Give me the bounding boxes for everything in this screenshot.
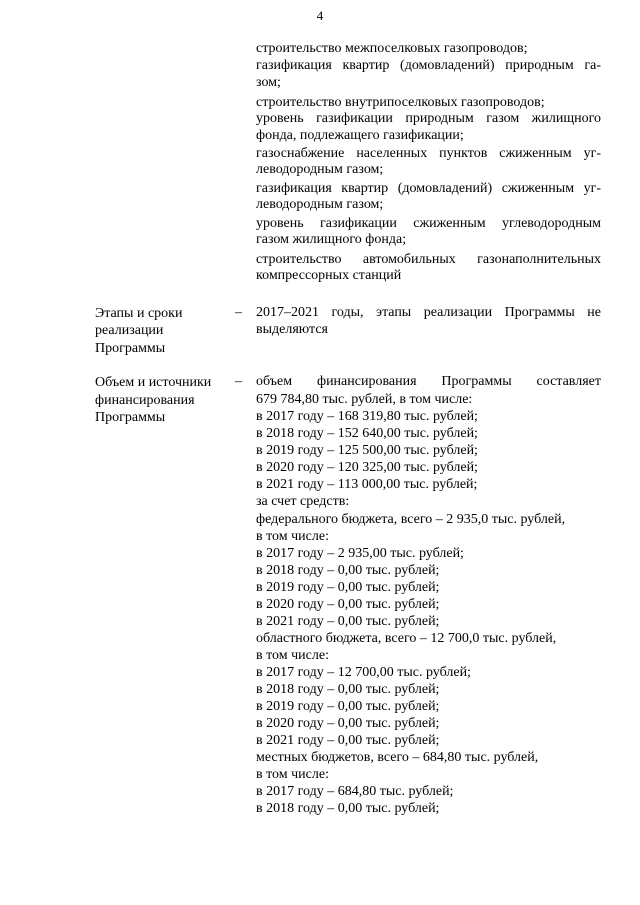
financing-value-line: в 2020 году – 0,00 тыс. рублей; [256, 716, 440, 731]
financing-value-line: в 2017 году – 168 319,80 тыс. рублей; [256, 409, 478, 424]
list-item: фонда, подлежащего газификации; [256, 128, 464, 143]
financing-label-line: финансирования [95, 393, 195, 408]
financing-value-line: федерального бюджета, всего – 2 935,0 тыс. рублей, [256, 512, 566, 527]
list-item: уровень газификации природным газом жилищного [256, 111, 601, 126]
financing-value-line: местных бюджетов, всего – 684,80 тыс. рублей, [256, 750, 539, 765]
financing-dash: – [235, 374, 242, 389]
financing-value-line: в том числе: [256, 767, 329, 782]
financing-value-line: областного бюджета, всего – 12 700,0 тыс. рублей, [256, 631, 557, 646]
financing-value-line: в 2017 году – 684,80 тыс. рублей; [256, 784, 454, 799]
financing-value-line: в 2021 году – 113 000,00 тыс. рублей; [256, 477, 478, 492]
financing-value-line: в 2020 году – 120 325,00 тыс. рублей; [256, 460, 478, 475]
financing-value-line: в 2017 году – 2 935,00 тыс. рублей; [256, 546, 464, 561]
financing-value-line: в 2019 году – 0,00 тыс. рублей; [256, 699, 440, 714]
list-item: леводородным газом; [256, 162, 384, 177]
financing-value-line: 679 784,80 тыс. рублей, в том числе: [256, 392, 473, 407]
page-number: 4 [316, 8, 324, 23]
stages-value-line: 2017–2021 годы, этапы реализации Программы не [256, 305, 601, 320]
list-item: зом; [256, 75, 281, 90]
list-item: строительство внутрипоселковых газопроводов; [256, 95, 545, 110]
financing-label-line: Объем и источники [95, 375, 212, 390]
financing-label-line: Программы [95, 410, 166, 425]
financing-value-line: в 2019 году – 125 500,00 тыс. рублей; [256, 443, 478, 458]
stages-label-line: Программы [95, 341, 166, 356]
financing-value-line: в 2020 году – 0,00 тыс. рублей; [256, 597, 440, 612]
list-item: компрессорных станций [256, 268, 402, 283]
stages-value-line: выделяются [256, 322, 328, 337]
financing-value-line: в 2019 году – 0,00 тыс. рублей; [256, 580, 440, 595]
stages-dash: – [235, 305, 242, 320]
list-item: газификация квартир (домовладений) природным га- [256, 58, 601, 73]
financing-value-line: в том числе: [256, 648, 329, 663]
list-item: газом жилищного фонда; [256, 232, 407, 247]
financing-value-line: в 2018 году – 0,00 тыс. рублей; [256, 563, 440, 578]
list-item: уровень газификации сжиженным углеводородным [256, 216, 601, 231]
list-item: строительство автомобильных газонаполнительных [256, 252, 601, 267]
stages-label-line: Этапы и сроки [95, 306, 183, 321]
stages-label-line: реализации [95, 323, 164, 338]
financing-value-line: в 2018 году – 0,00 тыс. рублей; [256, 801, 440, 816]
list-item: строительство межпоселковых газопроводов; [256, 41, 528, 56]
financing-value-line: за счет средств: [256, 494, 350, 509]
financing-value-line: в 2017 году – 12 700,00 тыс. рублей; [256, 665, 471, 680]
financing-value-line: в 2018 году – 0,00 тыс. рублей; [256, 682, 440, 697]
financing-value-line: в 2021 году – 0,00 тыс. рублей; [256, 614, 440, 629]
list-item: газоснабжение населенных пунктов сжиженным уг- [256, 146, 601, 161]
list-item: леводородным газом; [256, 197, 384, 212]
financing-value-line: в том числе: [256, 529, 329, 544]
list-item: газификация квартир (домовладений) сжиженным уг- [256, 181, 601, 196]
financing-value-line: в 2021 году – 0,00 тыс. рублей; [256, 733, 440, 748]
financing-value-line: объем финансирования Программы составляет [256, 374, 601, 389]
financing-value-line: в 2018 году – 152 640,00 тыс. рублей; [256, 426, 478, 441]
